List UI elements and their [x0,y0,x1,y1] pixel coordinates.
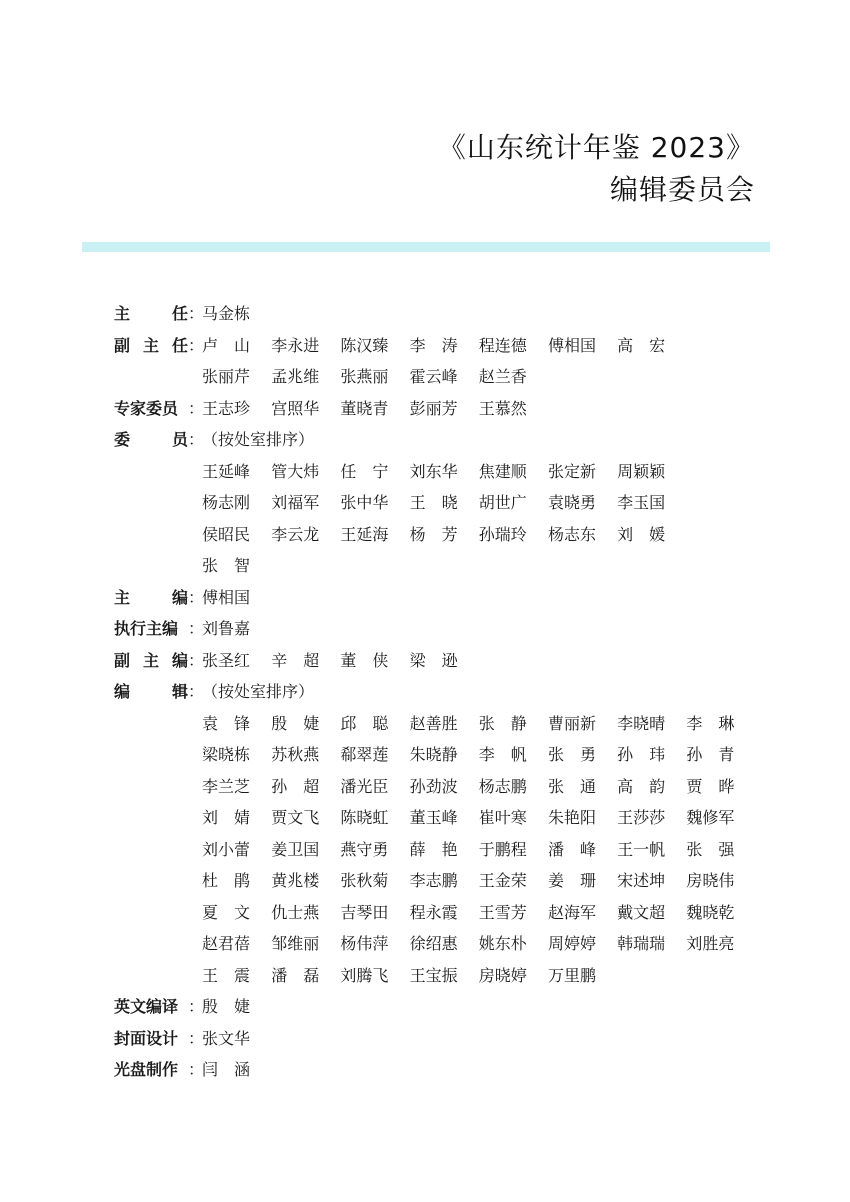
section-label: 委 员 [114,430,188,449]
member-name: 李 琳 [686,713,735,733]
member-name: 张 通 [547,776,596,796]
member-name: 孙 青 [686,745,735,764]
member-name: 张 勇 [547,745,596,764]
member-name: 邱 聪 [340,713,389,733]
member-name: 潘 峰 [547,839,596,859]
section-label: 封面设计 [114,1028,179,1048]
name-row [202,928,756,960]
member-name: 李玉国 [617,493,666,512]
member-name: 杜 鹃 [202,871,251,890]
member-name: 夏 文 [202,902,251,922]
member-name: 杨伟萍 [340,934,389,953]
member-name: 王慕然 [478,398,527,418]
member-name: 张圣红 [202,650,251,670]
member-name: 霍云峰 [409,367,458,386]
member-name: 李志鹏 [409,871,458,890]
member-name: 马金栋 [202,304,251,323]
section-label: 执行主编 [114,619,179,638]
label-colon: ： [188,619,205,638]
member-name: 张丽芹 [202,367,251,386]
book-title: 《山东统计年鉴 2023》 [437,131,755,164]
member-name: 张秋菊 [340,871,389,890]
member-name: 侯昭民 [202,524,251,544]
member-name: 刘腾飞 [340,965,389,985]
member-name: 张文华 [202,1028,251,1048]
member-name: 李云龙 [271,524,320,544]
member-name: 焦建顺 [478,461,527,481]
name-row [202,991,271,1023]
name-row [202,1023,271,1055]
member-name: 陈晓虹 [340,808,389,827]
member-name: 魏晓乾 [686,902,735,922]
member-name: 孟兆维 [271,367,320,386]
member-name: 张定新 [547,461,596,481]
member-name: 魏修军 [686,808,735,827]
member-name: 朱晓静 [409,745,458,764]
member-name: 张 静 [478,713,527,733]
member-name: 董 侠 [340,650,389,670]
member-name: 刘东华 [409,461,458,481]
member-name: 孙瑞玲 [478,524,527,544]
member-name: 李晓晴 [617,713,666,733]
member-name: 管大炜 [271,461,320,481]
member-name: 潘 磊 [271,965,320,985]
member-name: 贾文飞 [271,808,320,827]
member-name: 姜 珊 [547,871,596,890]
member-name: 陈汉臻 [340,335,389,355]
member-name: 杨志刚 [202,493,251,512]
member-name: 卢 山 [202,335,251,355]
section-label: 光盘制作 [114,1060,179,1079]
committee-title: 编辑委员会 [609,173,755,206]
label-colon: ： [188,335,205,355]
name-row [202,1054,271,1086]
name-row [202,897,756,929]
member-name: 张 智 [202,556,251,575]
member-name: 韩瑞瑞 [617,934,666,953]
label-colon: ： [188,398,205,418]
label-colon: ： [188,1060,205,1079]
member-name: 吉琴田 [340,902,389,922]
section-label: 专家委员 [114,398,179,418]
member-name: 房晓婷 [478,965,527,985]
name-row [202,960,617,992]
member-name: 程连德 [478,335,527,355]
member-name: 赵海军 [547,902,596,922]
member-name: 周婷婷 [547,934,596,953]
label-colon: ： [188,997,205,1016]
member-name: 高 韵 [617,776,666,796]
member-name: 殷 婕 [271,713,320,733]
member-name: 张中华 [340,493,389,512]
member-name: 姚东朴 [478,934,527,953]
member-name: 王 晓 [409,493,458,512]
member-name: 梁 逊 [409,650,458,670]
sort-note: （按处室排序） [202,430,315,449]
member-name: 王莎莎 [617,808,666,827]
member-name: 杨 芳 [409,524,458,544]
member-name: 周颖颖 [617,461,666,481]
member-name: 贾 晔 [686,776,735,796]
member-name: 薛 艳 [409,839,458,859]
label-colon: ： [188,587,205,607]
member-name: 宫照华 [271,398,320,418]
member-name: 杨志鹏 [478,776,527,796]
name-row [202,834,756,866]
member-name: 彭丽芳 [409,398,458,418]
name-row [202,582,271,614]
member-name: 李永进 [271,335,320,355]
section-label: 主 编 [114,587,188,607]
member-name: 刘福军 [271,493,320,512]
member-name: 苏秋燕 [271,745,320,764]
label-colon: ： [188,304,205,323]
label-colon: ： [188,430,205,449]
member-name: 刘小蕾 [202,839,251,859]
sort-note: （按处室排序） [202,682,315,701]
name-row [202,456,686,488]
member-name: 刘 媛 [617,524,666,544]
name-row [202,865,756,897]
member-name: 郗翠莲 [340,745,389,764]
member-name: 曹丽新 [547,713,596,733]
member-name: 燕守勇 [340,839,389,859]
member-name: 任 宁 [340,461,389,481]
name-row [202,487,686,519]
member-name: 袁晓勇 [547,493,596,512]
member-name: 王延峰 [202,461,251,481]
member-name: 邹维丽 [271,934,320,953]
member-name: 赵兰香 [478,367,527,386]
member-name: 朱艳阳 [547,808,596,827]
name-row [202,393,548,425]
member-name: 高 宏 [617,335,666,355]
member-name: 于鹏程 [478,839,527,859]
member-name: 殷 婕 [202,997,251,1016]
member-name: 仇士燕 [271,902,320,922]
section-label: 主 任 [114,304,188,323]
name-row [202,298,271,330]
label-colon: ： [188,650,205,670]
member-name: 王一帆 [617,839,666,859]
name-row [202,550,271,582]
member-name: 李 帆 [478,745,527,764]
label-colon: ： [188,682,205,701]
member-name: 宋述坤 [617,871,666,890]
member-name: 梁晓栋 [202,745,251,764]
member-name: 崔叶寒 [478,808,527,827]
member-name: 赵君蓓 [202,934,251,953]
member-name: 杨志东 [547,524,596,544]
member-name: 王志珍 [202,398,251,418]
section-label: 副 主 任 [114,335,188,355]
member-name: 姜卫国 [271,839,320,859]
name-row [202,361,548,393]
name-row [202,645,479,677]
member-name: 王延海 [340,524,389,544]
member-name: 王宝振 [409,965,458,985]
member-name: 孙 玮 [617,745,666,764]
name-row [202,802,756,834]
member-name: 辛 超 [271,650,320,670]
member-name: 房晓伟 [686,871,735,890]
name-row [202,739,756,771]
member-name: 董玉峰 [409,808,458,827]
member-name: 张燕丽 [340,367,389,386]
header-divider [82,242,770,252]
member-name: 胡世广 [478,493,527,512]
member-name: 赵善胜 [409,713,458,733]
name-row [202,708,756,740]
section-label: 副 主 编 [114,650,188,670]
member-name: 袁 锋 [202,713,251,733]
member-name: 傅相国 [547,335,596,355]
member-name: 孙 超 [271,776,320,796]
name-row [202,613,271,645]
member-name: 刘鲁嘉 [202,619,251,638]
member-name: 潘光臣 [340,776,389,796]
member-name: 徐绍惠 [409,934,458,953]
member-name: 王 震 [202,965,251,985]
name-row [202,771,756,803]
label-colon: ： [188,1028,205,1048]
member-name: 程永霞 [409,902,458,922]
member-name: 万里鹏 [547,965,596,985]
member-name: 董晓青 [340,398,389,418]
member-name: 李 涛 [409,335,458,355]
member-name: 闫 涵 [202,1060,251,1079]
section-label: 英文编译 [114,997,179,1016]
member-name: 王金荣 [478,871,527,890]
member-name: 戴文超 [617,902,666,922]
member-name: 刘胜亮 [686,934,735,953]
member-name: 李兰芝 [202,776,251,796]
section-label: 编 辑 [114,682,188,701]
name-row [202,330,686,362]
member-name: 傅相国 [202,587,251,607]
member-name: 王雪芳 [478,902,527,922]
member-name: 张 强 [686,839,735,859]
member-name: 刘 婧 [202,808,251,827]
name-row [202,519,686,551]
member-name: 黄兆楼 [271,871,320,890]
member-name: 孙劲波 [409,776,458,796]
